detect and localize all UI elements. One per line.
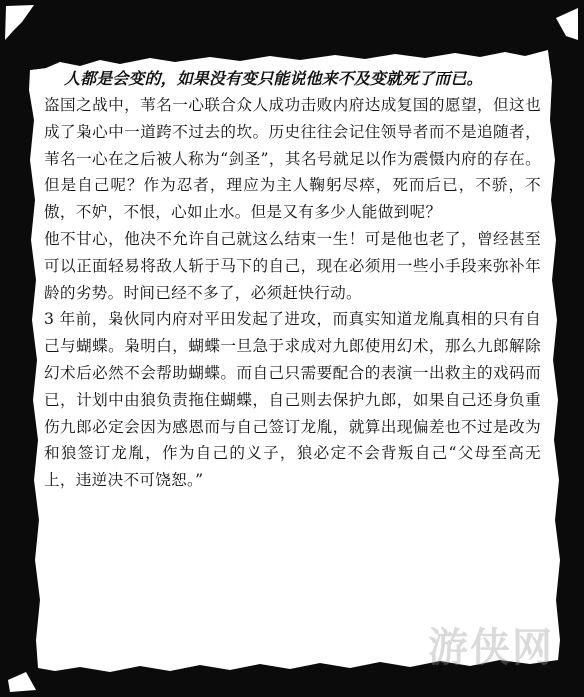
article-title: 人都是会变的，如果没有变只能说他来不及变就死了而已。: [64, 69, 483, 88]
paragraph-2: 他不甘心，他决不允许自己就这么结束一生！可是他也老了，曾经甚至可以正面轻易将敌人斩于马下的自己，现在必须用一些小手段来弥补年龄的劣势。时间已经不多了，必须赶快行动。: [44, 229, 541, 302]
paragraph-3: 3 年前，枭伙同内府对平田发起了进攻，而真实知道龙胤真相的只有自己与蝴蝶。枭明白，蝴蝶一旦急于求成对九郎使用幻术，那么九郎解除幻术后必然不会帮助蝴蝶。而自己只需要配合的表演一出救主的戏码而已，计划中由狼负责拖住蝴蝶，自己则去保护九郎，如果自己还身负重伤九郎必定会因为感恩而与自己签订龙胤，就算出现偏差也不过是改为和狼签订龙胤，作为自己的义子，狼必定不会背叛自己“父母至高无上，违逆决不可饶恕。”: [44, 310, 541, 490]
paragraph-1: 盗国之战中，苇名一心联合众人成功击败内府达成复国的愿望，但这也成了枭心中一道跨不过去的坎。历史往往会记住领导者而不是追随者，苇名一心在之后被人称为“剑圣”，其名号就足以作为震慑内府的存在。但是自己呢？作为忍者，理应为主人鞠躬尽瘁，死而后已，不骄，不傲，不妒，不恨，心如止水。但是又有多少人能做到呢？: [44, 96, 541, 222]
site-watermark: 游侠网: [428, 625, 554, 671]
article-body: [44, 66, 541, 494]
